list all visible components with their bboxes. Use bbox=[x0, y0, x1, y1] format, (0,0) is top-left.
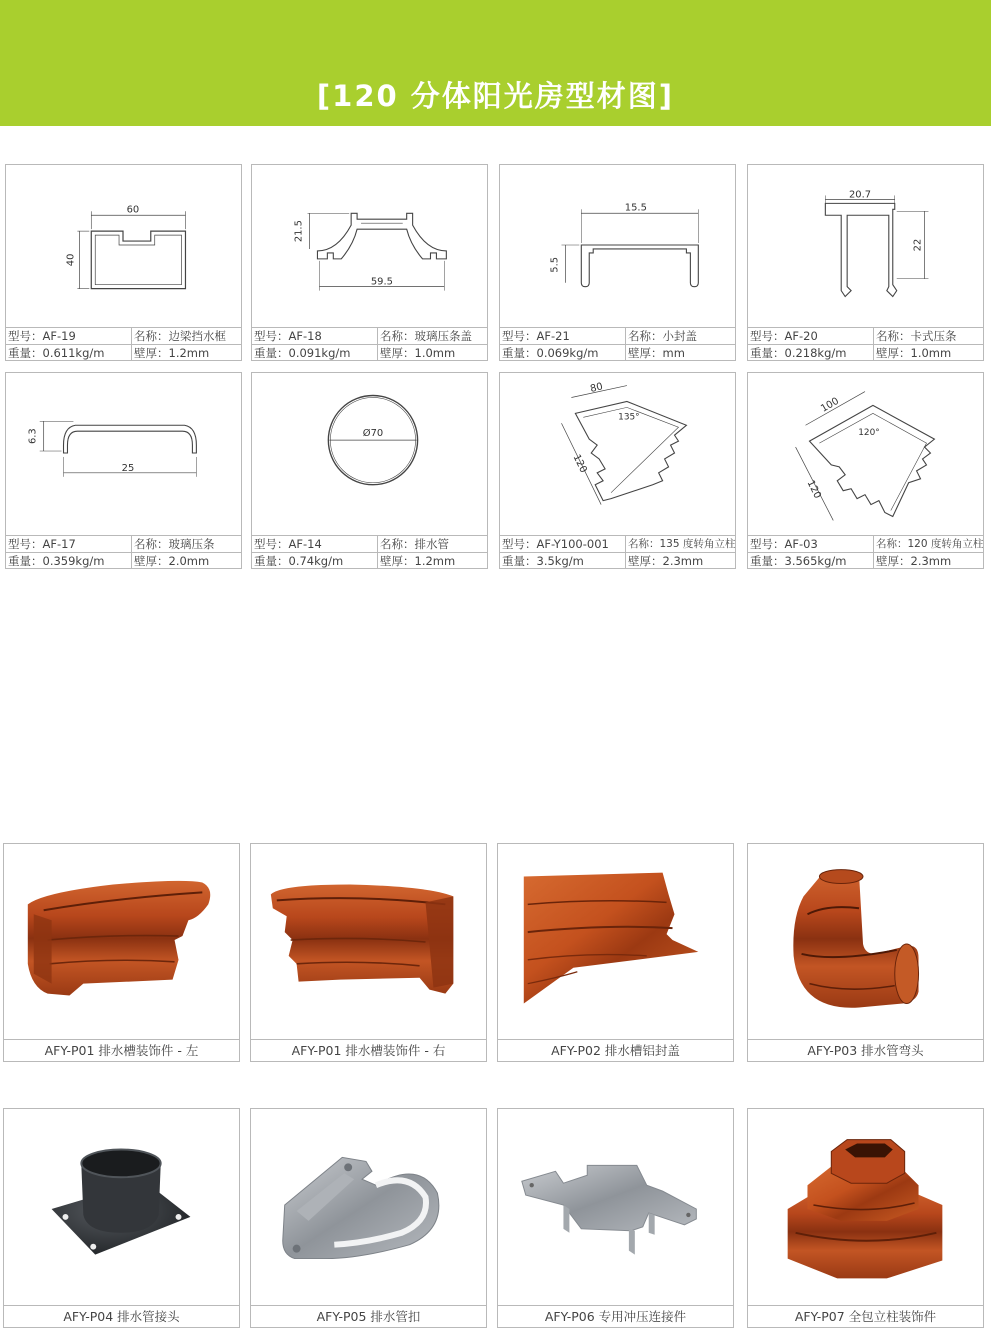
accessory-image bbox=[251, 1109, 486, 1306]
thickness-label: 壁厚：2.3mm bbox=[876, 554, 952, 568]
profile-card-afy100 bbox=[499, 372, 736, 569]
accessory-image bbox=[748, 844, 983, 1041]
accessory-card-p05 bbox=[250, 1108, 487, 1328]
profile-card-af14 bbox=[251, 372, 488, 569]
weight-label: 重量：3.5kg/m bbox=[500, 553, 626, 569]
profile-info bbox=[500, 535, 735, 569]
dim-label: Ø70 bbox=[362, 428, 384, 440]
dim-label: 25 bbox=[121, 462, 135, 474]
accessory-caption: AFY-P07 全包立柱装饰件 bbox=[748, 1305, 983, 1327]
model-label: 型号：AF-21 bbox=[500, 328, 626, 344]
accessory-image bbox=[498, 844, 733, 1041]
dim-label: 40 bbox=[65, 253, 77, 267]
accessory-image bbox=[251, 844, 486, 1041]
accessory-caption: AFY-P02 排水槽铝封盖 bbox=[498, 1039, 733, 1061]
model-label: 型号：AF-19 bbox=[6, 328, 132, 344]
thickness-label: 壁厚：2.3mm bbox=[628, 554, 704, 568]
weight-label: 重量：0.069kg/m bbox=[500, 345, 626, 361]
profile-drawing bbox=[6, 165, 241, 327]
profile-drawing bbox=[748, 373, 983, 535]
accessory-card-p01-right bbox=[250, 843, 487, 1062]
weight-label: 重量：3.565kg/m bbox=[748, 553, 874, 569]
weight-label: 重量：0.359kg/m bbox=[6, 553, 132, 569]
dim-label: 5.5 bbox=[549, 256, 561, 273]
thickness-label: 壁厚：1.0mm bbox=[876, 346, 952, 360]
accessory-card-p02 bbox=[497, 843, 734, 1062]
name-label: 名称：玻璃压条 bbox=[134, 537, 215, 551]
accessory-card-p01-left bbox=[3, 843, 240, 1062]
model-label: 型号：AF-Y100-001 bbox=[500, 536, 626, 552]
dim-label: 21.5 bbox=[293, 220, 305, 243]
dim-label: 120 bbox=[804, 478, 823, 501]
model-label: 型号：AF-14 bbox=[252, 536, 378, 552]
dim-label: 100 bbox=[819, 395, 841, 415]
accessory-caption: AFY-P06 专用冲压连接件 bbox=[498, 1305, 733, 1327]
dim-label: 60 bbox=[126, 204, 140, 216]
name-label: 名称：135 度转角立柱 bbox=[628, 538, 736, 550]
dim-label: 6.3 bbox=[27, 428, 39, 445]
model-label: 型号：AF-03 bbox=[748, 536, 874, 552]
profile-info bbox=[6, 535, 241, 569]
dim-label: 120° bbox=[858, 428, 880, 439]
accessory-caption: AFY-P05 排水管扣 bbox=[251, 1305, 486, 1327]
dim-label: 135° bbox=[618, 412, 640, 423]
profile-drawing bbox=[252, 165, 487, 327]
name-label: 名称：卡式压条 bbox=[876, 329, 957, 343]
profile-card-af21 bbox=[499, 164, 736, 361]
dim-label: 20.7 bbox=[849, 189, 872, 201]
accessory-card-p03 bbox=[747, 843, 984, 1062]
thickness-label: 壁厚：2.0mm bbox=[134, 554, 210, 568]
profile-drawing bbox=[748, 165, 983, 327]
profile-card-af19 bbox=[5, 164, 242, 361]
accessory-image bbox=[4, 1109, 239, 1306]
profile-drawing bbox=[500, 165, 735, 327]
weight-label: 重量：0.74kg/m bbox=[252, 553, 378, 569]
profile-drawing bbox=[500, 373, 735, 535]
dim-label: 15.5 bbox=[624, 202, 647, 214]
dim-label: 59.5 bbox=[370, 276, 393, 288]
profile-info bbox=[748, 535, 983, 569]
name-label: 名称：小封盖 bbox=[628, 329, 697, 343]
profile-drawing bbox=[6, 373, 241, 535]
profile-card-af03 bbox=[747, 372, 984, 569]
accessory-caption: AFY-P03 排水管弯头 bbox=[748, 1039, 983, 1061]
accessory-image bbox=[498, 1109, 733, 1306]
dim-label: 120 bbox=[570, 452, 589, 475]
profile-info bbox=[6, 327, 241, 361]
profile-card-af18 bbox=[251, 164, 488, 361]
model-label: 型号：AF-20 bbox=[748, 328, 874, 344]
model-label: 型号：AF-17 bbox=[6, 536, 132, 552]
profile-card-af17 bbox=[5, 372, 242, 569]
name-label: 名称：玻璃压条盖 bbox=[380, 329, 472, 343]
accessory-caption: AFY-P01 排水槽装饰件 - 右 bbox=[251, 1039, 486, 1061]
profile-drawing bbox=[252, 373, 487, 535]
dim-label: 80 bbox=[589, 381, 604, 395]
thickness-label: 壁厚：1.2mm bbox=[134, 346, 210, 360]
name-label: 名称：120 度转角立柱 bbox=[876, 538, 984, 550]
profile-card-af20 bbox=[747, 164, 984, 361]
profile-info bbox=[252, 327, 487, 361]
accessory-card-p04 bbox=[3, 1108, 240, 1328]
thickness-label: 壁厚：mm bbox=[628, 346, 685, 360]
profile-info bbox=[252, 535, 487, 569]
thickness-label: 壁厚：1.0mm bbox=[380, 346, 456, 360]
weight-label: 重量：0.218kg/m bbox=[748, 345, 874, 361]
page-title: [120 分体阳光房型材图] bbox=[316, 79, 675, 113]
thickness-label: 壁厚：1.2mm bbox=[380, 554, 456, 568]
weight-label: 重量：0.611kg/m bbox=[6, 345, 132, 361]
weight-label: 重量：0.091kg/m bbox=[252, 345, 378, 361]
accessory-card-p06 bbox=[497, 1108, 734, 1328]
accessory-caption: AFY-P01 排水槽装饰件 - 左 bbox=[4, 1039, 239, 1061]
profile-info bbox=[500, 327, 735, 361]
name-label: 名称：排水管 bbox=[380, 537, 449, 551]
accessory-image bbox=[4, 844, 239, 1041]
header-banner bbox=[0, 0, 991, 126]
accessory-image bbox=[748, 1109, 983, 1306]
accessory-caption: AFY-P04 排水管接头 bbox=[4, 1305, 239, 1327]
dim-label: 22 bbox=[912, 238, 924, 252]
name-label: 名称：边梁挡水框 bbox=[134, 329, 226, 343]
accessory-card-p07 bbox=[747, 1108, 984, 1328]
profile-info bbox=[748, 327, 983, 361]
model-label: 型号：AF-18 bbox=[252, 328, 378, 344]
